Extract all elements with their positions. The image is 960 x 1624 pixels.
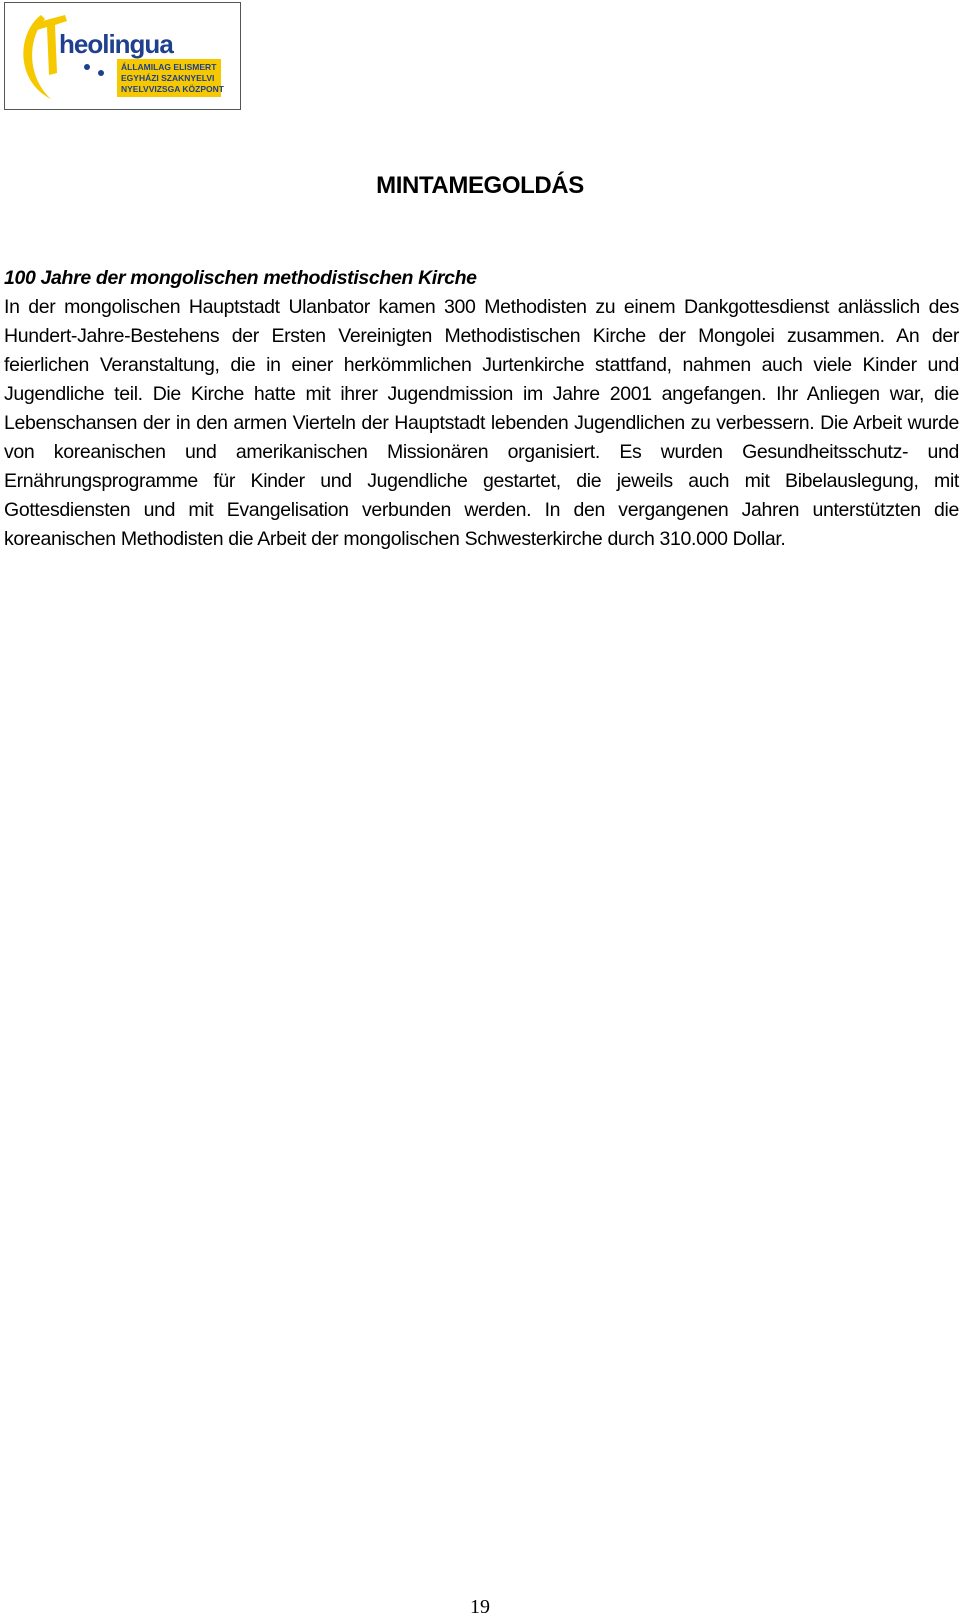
- document-title: MINTAMEGOLDÁS: [376, 172, 584, 199]
- logo-subtitle-line-1: ÁLLAMILAG ELISMERT: [121, 62, 217, 72]
- logo-brand-text: heolingua: [59, 29, 173, 59]
- article-sentence: An der feierlichen Veranstaltung, die in einer herkömmlichen Jurtenkirche stattfand, nahmen auch viele Kinder und Jugendliche teil.: [4, 325, 959, 405]
- article-sentence: Es wurden Gesundheitsschutz- und Ernährungsprogramme für Kinder und Jugendliche gestartet, die jeweils auch mit Bibelauslegung, mit Gottesdiensten und mit Evangelisation verbunden werden.: [4, 441, 960, 521]
- article-body: [4, 293, 959, 554]
- article-heading: 100 Jahre der mongolischen methodistischen Kirche: [4, 267, 477, 289]
- article-sentence: Ihr Anliegen war, die Lebenschansen der in den armen Vierteln der Hauptstadt lebenden Jugendlichen zu verbessern.: [4, 383, 959, 434]
- logo-graphic: [5, 3, 240, 109]
- theolingua-logo: [4, 2, 241, 110]
- article-sentence: In den vergangenen Jahren unterstützten die koreanischen Methodisten die Arbeit der mongolischen Schwesterkirche durch 310.000 Dollar.: [4, 499, 959, 550]
- logo-subtitle-line-3: NYELVVIZSGA KÖZPONT: [121, 84, 224, 94]
- article: [4, 264, 959, 554]
- logo-dot-shape: [84, 64, 90, 70]
- article-sentence: Die Arbeit wurde von koreanischen und amerikanischen Missionären organisiert.: [4, 412, 959, 463]
- logo-subtitle-line-2: EGYHÁZI SZAKNYELVI: [121, 73, 215, 83]
- article-sentence: In der mongolischen Hauptstadt Ulanbator kamen 300 Methodisten zu einem Dankgottesdienst anlässlich des Hundert-Jahre-Bestehens der Ersten Vereinigten Methodistischen Kirche der Mongolei zusammen.: [4, 296, 959, 347]
- logo-dot-shape: [98, 70, 104, 76]
- article-sentence: Die Kirche hatte mit ihrer Jugendmission im Jahre 2001 angefangen.: [152, 383, 767, 405]
- page-number: 19: [470, 1596, 490, 1618]
